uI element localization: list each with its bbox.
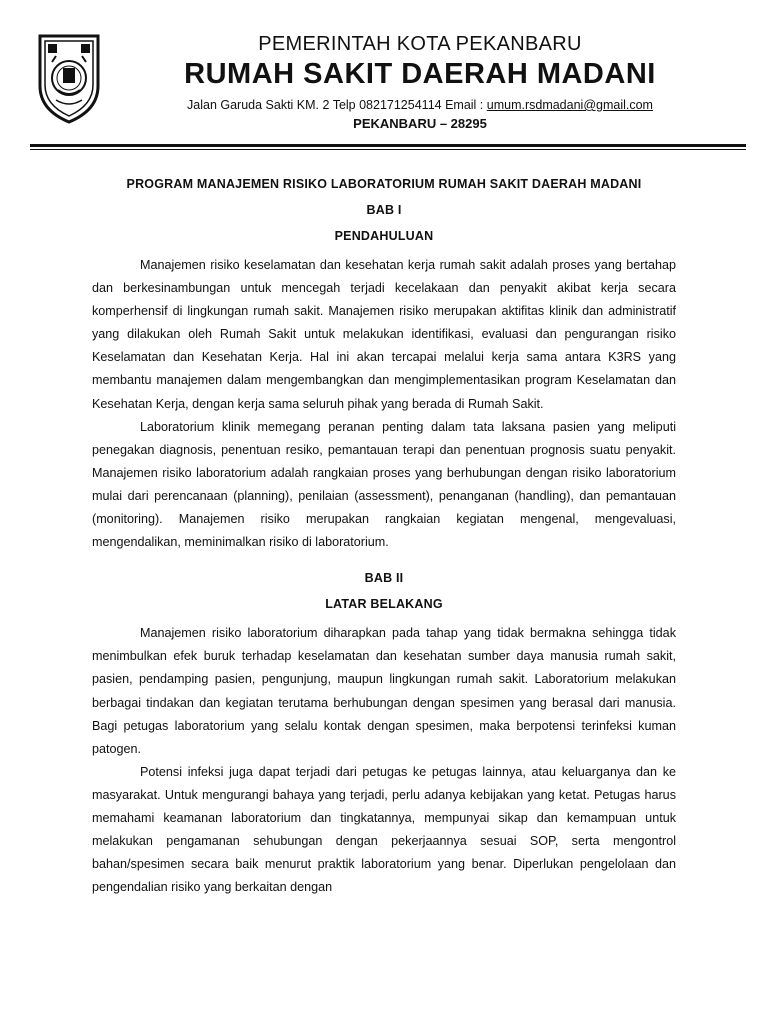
government-name: PEMERINTAH KOTA PEKANBARU [258, 33, 582, 55]
chapter-heading: PENDAHULUAN [334, 229, 434, 243]
paragraph: Manajemen risiko keselamatan dan kesehatan kerja rumah sakit adalah proses yang bertahap dan berkesinambungan untuk mencegah terjadi kecelakaan dan penyakit akibat kerja secara komperhensif di lingkungan rumah sakit. Manajemen risiko merupakan aktifitas klinik dan administratif yang dilakukan oleh Rumah Sakit untuk melakukan identifikasi, evaluasi dan pengurangan risiko Keselamatan dan Kesehatan Kerja. Hal ini akan tercapai melalui kerja sama antara K3RS yang membantu manajemen dalam mengembangkan dan mengimplementasikan program Keselamatan dan Kesehatan Kerja, dengan kerja sama seluruh pihak yang berada di Rumah Sakit. [92, 258, 676, 411]
address-text: Jalan Garuda Sakti KM. 2 Telp 082171254114 Email : [187, 98, 487, 112]
city-crest-icon [36, 32, 102, 124]
paragraph: Laboratorium klinik memegang peranan penting dalam tata laksana pasien yang meliputi penegakan diagnosis, penentuan resiko, pemantauan terapi dan penentuan prognosis suatu penyakit. Manajemen risiko laboratorium adalah rangkaian proses yang berhubungan dengan risiko laboratorium mulai dari perencanaan (planning), penilaian (assessment), penanganan (handling), dan pemantauan (monitoring). Manajemen risiko merupakan rangkaian kegiatan mengenal, mengevaluasi, mengendalikan, meminimalkan risiko di laboratorium. [92, 419, 676, 550]
address-line [130, 97, 710, 113]
chapter-heading: LATAR BELAKANG [325, 597, 443, 612]
letterhead-text [130, 32, 710, 132]
document-body [92, 176, 676, 899]
document-title: PROGRAM MANAJEMEN RISIKO LABORATORIUM RUMAH SAKIT DAERAH MADANI [126, 177, 642, 191]
hospital-name: RUMAH SAKIT DAERAH MADANI [184, 58, 656, 90]
paragraph: Potensi infeksi juga dapat terjadi dari petugas ke petugas lainnya, atau keluarganya dan ke masyarakat. Untuk mengurangi bahaya yang terjadi, perlu adanya kebijakan yang ketat. Petugas harus memahami keamanan laboratorium dan tingkatannya, mempunyai sikap dan kemampuan untuk melakukan pengamanan sehubungan dengan pekerjaannya sesuai SOP, serta mengontrol bahan/spesimen secara baik menurut praktik laboratorium yang benar. Diperlukan pengelolaan dan pengendalian risiko yang berkaitan dengan [92, 764, 676, 895]
header-divider-thin [30, 149, 746, 150]
chapter-number: BAB I [366, 203, 402, 217]
letterhead [30, 28, 746, 148]
paragraph: Manajemen risiko laboratorium diharapkan pada tahap yang tidak bermakna sehingga tidak menimbulkan efek buruk terhadap keselamatan dan kesehatan sumber daya manusia rumah sakit, pasien, pendamping pasien, pengunjung, maupun lingkungan rumah sakit. Laboratorium melakukan berbagai tindakan dan kegiatan terutama berhubungan dengan spesimen yang berasal dari manusia. Bagi petugas laboratorium yang selalu kontak dengan spesimen, maka berpotensi terinfeksi kuman patogen. [92, 626, 676, 756]
header-divider-thick [30, 144, 746, 147]
chapter-number: BAB II [364, 571, 404, 586]
city-postcode: PEKANBARU – 28295 [353, 116, 487, 131]
email-link[interactable]: umum.rsdmadani@gmail.com [486, 98, 653, 112]
